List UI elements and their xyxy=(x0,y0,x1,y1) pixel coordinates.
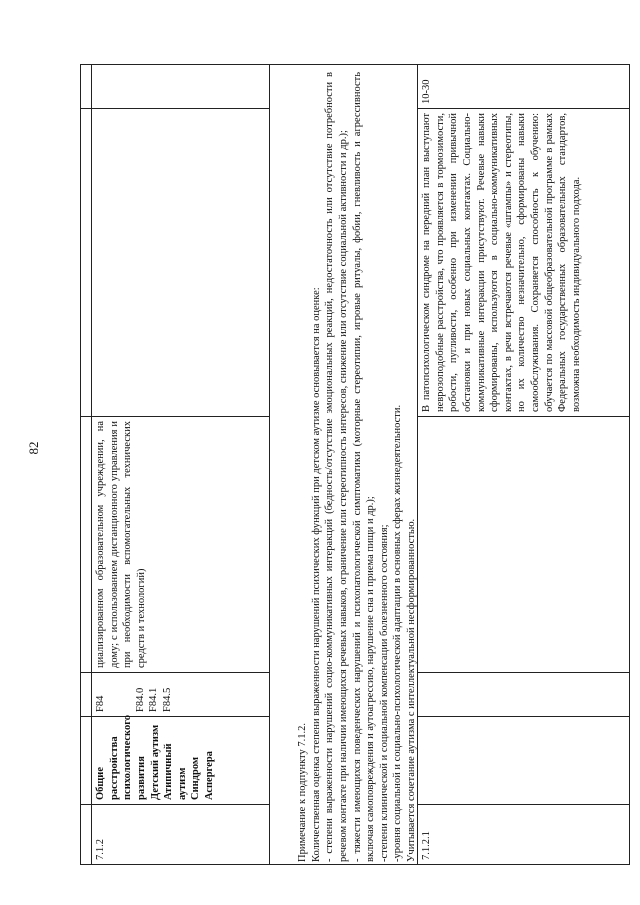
percent-range: 10-30 xyxy=(418,65,630,109)
icd-sub: F84.1 xyxy=(148,687,160,712)
severity-description: В патопсихологическом синдроме на передний план выступают неврозоподобные расстройства, что проявляется в тормозимости, робости, пугливости, особенно при изменении привычной обстановки и при новых социальных контактах. Социально-коммуникативные интеракции присутствуют. Речевые навыки сформированы, используются в социально-коммуникативных контактах, в речи встречаются речевые «штампы» и стереотипы, но их количество незначительно, сформированы навыки самообслуживания. Сохраняется способность к обучению: обучается по массовой общеобразовательной программе в рамках Федеральных государственных образовательных стандартов, возможна необходимость индивидуального подхода. xyxy=(418,109,630,417)
icd-code-cell xyxy=(92,673,270,717)
table-cell xyxy=(81,417,92,673)
disorder-name: Общие расстройства психологического развития xyxy=(95,715,147,800)
table-cell xyxy=(92,109,270,417)
table-cell xyxy=(418,717,630,805)
table-row xyxy=(92,65,270,865)
subtype-asperger: Синдром Аспергера xyxy=(190,751,216,800)
row-code: 7.1.2 xyxy=(92,805,270,865)
note-title: Примечание к подпункту 7.1.2. xyxy=(297,723,308,862)
table-row xyxy=(81,65,92,865)
subtype-autism: Детский аутизм xyxy=(149,724,161,800)
icd-sub: F84.0 xyxy=(134,687,146,712)
note-block xyxy=(296,72,419,862)
table-row xyxy=(418,65,630,865)
table-cell xyxy=(418,417,630,673)
subtype-atypical: Атипичный аутизм xyxy=(163,743,188,800)
table-cell xyxy=(81,673,92,717)
continuation-text: циализированном образовательном учреждении, на дому; с использованием дистанционного управления и при необходимости вспомогательных технических средств и технологий) xyxy=(92,417,270,673)
disorder-name-cell xyxy=(92,717,270,805)
note-line: Количественная оценка степени выраженности нарушений психических функций при детском аутизме основывается на оценке: xyxy=(310,287,322,862)
page-number: 82 xyxy=(26,441,41,455)
row-code: 7.1.2.1 xyxy=(418,805,630,865)
note-line: -уровня социальной и социально-психологической адаптации в основных сферах жизнедеятельности. xyxy=(392,404,404,862)
note-line: Учитывается сочетание аутизма с интеллектуальной несформированностью. xyxy=(406,518,418,862)
note-line: -степени клинической и социальной компенсации болезненного состояния; xyxy=(378,524,390,862)
table-cell xyxy=(81,805,92,865)
note-line: - степени выраженности нарушений социо-коммуникативных интеракций (бедность/отсутствие эмоциональных реакций, недостаточность или отсутствие потребности в речевом контакте при наличии имеющихся речевых навыков, ограничение или стереотипность интересов, снижение или отсутствие социальной активности и др.); xyxy=(324,72,349,862)
table-cell xyxy=(81,717,92,805)
table-cell xyxy=(81,109,92,417)
table-cell xyxy=(92,65,270,109)
rotated-page xyxy=(80,65,625,865)
icd-sub: F84.5 xyxy=(161,687,173,712)
note-line: - тяжести имеющихся поведенческих нарушений и психопатологической симптоматики (моторные стереотипии, игровые ритуалы, фобии, гневливость и агрессивность включая самоповреждения и аутоагрессию, нарушение сна и приема пищи и др.); xyxy=(351,72,377,862)
table-cell xyxy=(81,65,92,109)
table-cell xyxy=(418,673,630,717)
icd-main: F84 xyxy=(95,695,106,712)
